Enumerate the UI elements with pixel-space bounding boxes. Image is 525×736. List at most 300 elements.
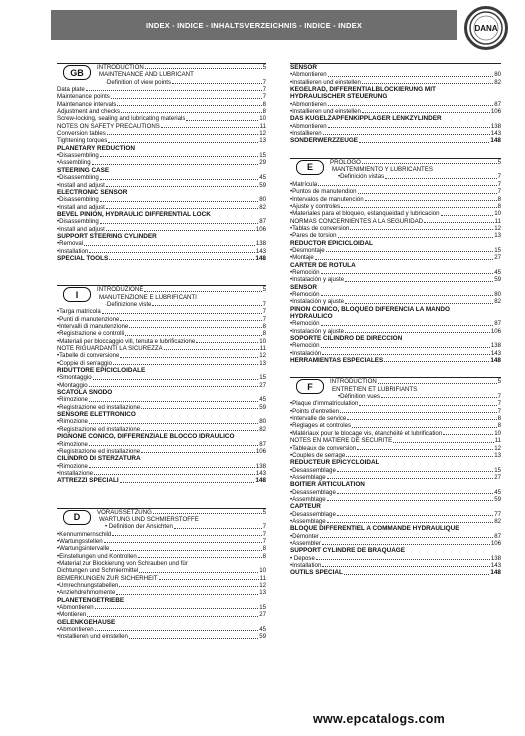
- index-entry: [57, 79, 266, 86]
- page-number: 7: [262, 93, 266, 101]
- dot-leader: [345, 332, 490, 333]
- entry-title: •Remoción: [290, 290, 320, 298]
- language-badge: E: [296, 160, 324, 175]
- entry-title: INTRODUZIONE: [97, 286, 144, 294]
- index-entry: [290, 173, 501, 180]
- index-entry: [57, 316, 266, 323]
- index-entry: [57, 477, 266, 484]
- index-section: [57, 285, 266, 484]
- dot-leader: [100, 156, 258, 157]
- entry-title: Adjustment and checks: [57, 108, 121, 116]
- page-number: 7: [497, 407, 501, 415]
- dot-leader: [95, 608, 259, 609]
- index-entry: [57, 196, 266, 203]
- index-entry: [57, 582, 266, 589]
- index-entry: [57, 619, 266, 626]
- section-heading: STEERING CASE: [57, 166, 110, 174]
- dot-leader: [365, 200, 497, 201]
- index-entry: [57, 308, 266, 315]
- dot-leader: [344, 574, 489, 575]
- dot-leader: [119, 586, 258, 587]
- index-entry: [57, 204, 266, 211]
- dot-leader: [89, 252, 255, 253]
- dot-leader: [94, 474, 255, 475]
- index-entry: [290, 342, 501, 349]
- dot-leader: [328, 76, 494, 77]
- entry-title: Maintenance intervals: [57, 100, 117, 108]
- section-heading: BOITIER ARTICULATION: [290, 481, 365, 489]
- entry-title: Conversion tables: [57, 130, 106, 138]
- index-entry: [290, 547, 501, 554]
- page-number: 59: [494, 495, 501, 503]
- index-entry: [290, 467, 501, 474]
- dot-leader: [121, 112, 262, 113]
- page-number: 7: [262, 537, 266, 545]
- page-number: 148: [490, 357, 501, 365]
- index-entry: [57, 626, 266, 633]
- page-number: 5: [262, 286, 266, 294]
- page-number: 15: [494, 466, 501, 474]
- dot-leader: [315, 259, 493, 260]
- dot-leader: [323, 134, 490, 135]
- page-number: 13: [494, 232, 501, 240]
- dot-leader: [100, 201, 258, 202]
- entry-title: •Install and adjust: [57, 225, 105, 233]
- entry-title: WARTUNG UND SCHMIERSTOFFE: [99, 515, 199, 523]
- index-entry: [57, 233, 266, 240]
- dot-leader: [120, 320, 261, 321]
- index-entry: [290, 357, 501, 364]
- page-number: 87: [494, 320, 501, 328]
- index-entry: [57, 323, 266, 330]
- page-number: 27: [494, 473, 501, 481]
- dot-leader: [321, 347, 490, 348]
- index-entry: [57, 182, 266, 189]
- index-entry: [57, 560, 266, 567]
- index-entry: [57, 441, 266, 448]
- page-number: 8: [497, 422, 501, 430]
- dot-leader: [100, 179, 258, 180]
- logo-text: DANA: [474, 23, 498, 33]
- dot-leader: [384, 361, 489, 362]
- entry-title: •Installazione: [57, 469, 94, 477]
- entry-title: •Instalación y ajuste: [290, 298, 344, 306]
- page-number: 45: [259, 174, 266, 182]
- index-entry: [57, 255, 266, 262]
- page-number: 7: [497, 188, 501, 196]
- dot-leader: [357, 449, 493, 450]
- entry-title: •Couples de serrage: [290, 451, 346, 459]
- index-section: [57, 63, 266, 262]
- entry-title: VORAUSSETZUNG: [97, 508, 152, 516]
- index-entry: [290, 540, 501, 547]
- index-entry: [290, 284, 501, 291]
- page-number: 5: [262, 508, 266, 516]
- dot-leader: [321, 273, 494, 274]
- index-entry: [57, 330, 266, 337]
- entry-title: •Tableaux de conversion: [290, 444, 357, 452]
- dot-leader: [362, 83, 493, 84]
- dot-leader: [337, 493, 493, 494]
- dot-leader: [139, 572, 258, 573]
- page-number: 45: [494, 268, 501, 276]
- section-heading: PIÑÓN CONICO, BLOQUEO DIFERENCIA LA MANDO: [290, 305, 451, 313]
- dot-leader: [337, 515, 493, 516]
- index-entry: [290, 437, 501, 444]
- page-number: 5: [262, 64, 266, 71]
- entry-title: •Tabelle di conversione: [57, 352, 120, 360]
- index-entry: [57, 93, 266, 100]
- index-entry: [290, 86, 501, 93]
- index-entry: [57, 597, 266, 604]
- entry-title: •Montieren: [57, 611, 87, 619]
- index-entry: [290, 130, 501, 137]
- page-number: 77: [494, 510, 501, 518]
- page-number: 10: [494, 429, 501, 437]
- index-entry: [57, 448, 266, 455]
- entry-title: •Installieren: [290, 130, 322, 138]
- dot-leader: [340, 412, 497, 413]
- entry-title: •Registrazione ed installazione: [57, 425, 141, 433]
- entry-title: •Smontaggio: [57, 374, 92, 382]
- dot-leader: [327, 522, 494, 523]
- dot-leader: [153, 513, 262, 514]
- index-entry: [290, 562, 501, 569]
- page-number: 59: [259, 403, 266, 411]
- language-badge: D: [63, 510, 91, 525]
- page-number: 82: [259, 203, 266, 211]
- index-entry: [290, 452, 501, 459]
- dot-leader: [328, 127, 490, 128]
- entry-title: •Disassembling: [57, 174, 99, 182]
- index-entry: [290, 71, 501, 78]
- page-number: 12: [494, 444, 501, 452]
- entry-title: •Assembling: [57, 159, 91, 167]
- page-number: 5: [497, 158, 501, 166]
- entry-title: •Instalación y ajuste: [290, 276, 344, 284]
- page-number: 10: [259, 115, 266, 123]
- index-entry: [290, 123, 501, 130]
- dot-leader: [106, 208, 258, 209]
- page-number: 80: [494, 290, 501, 298]
- page-number: 148: [490, 569, 501, 577]
- dot-leader: [346, 456, 493, 457]
- index-entry: [290, 240, 501, 247]
- section-heading: BLOQUE DIFFERENTIEL A COMMANDE HYDRAULIQUE: [290, 525, 460, 533]
- dot-leader: [144, 291, 261, 292]
- index-entry: [57, 382, 266, 389]
- dot-leader: [326, 251, 494, 252]
- index-entry: [57, 470, 266, 477]
- dot-leader: [322, 566, 490, 567]
- page-number: 87: [494, 100, 501, 108]
- index-entry: [57, 567, 266, 574]
- index-entry: [57, 108, 266, 115]
- entry-title: •Umrechnungstabellen: [57, 582, 119, 589]
- index-entry: [57, 538, 266, 545]
- index-entry: [290, 276, 501, 283]
- entry-title: •Montaje: [290, 254, 314, 262]
- index-entry: [290, 181, 501, 188]
- index-entry: [290, 503, 501, 510]
- page-number: 7: [497, 400, 501, 408]
- index-entry: [57, 404, 266, 411]
- page-number: 148: [490, 137, 501, 145]
- entry-title: •Einstellungen und Kontrollen: [57, 552, 137, 560]
- index-entry: [290, 64, 501, 71]
- page-number: 8: [262, 108, 266, 116]
- page-number: 7: [262, 315, 266, 323]
- dot-leader: [89, 386, 259, 387]
- entry-title: •Démonter: [290, 532, 319, 540]
- page-number: 138: [490, 342, 501, 350]
- index-entry: [290, 225, 501, 232]
- entry-title: •Kennummernschild: [57, 530, 112, 538]
- dot-leader: [87, 616, 258, 617]
- page-number: 8: [497, 195, 501, 203]
- page-number: 59: [259, 181, 266, 189]
- index-entry: [290, 203, 501, 210]
- section-heading: PLANETENGETRIEBE: [57, 596, 125, 604]
- dot-leader: [107, 134, 258, 135]
- entry-title: •Anziehdrehmomente: [57, 589, 116, 597]
- page-number: 138: [255, 240, 266, 248]
- dot-leader: [320, 537, 493, 538]
- dot-leader: [393, 442, 494, 443]
- entry-title: BEMERKUNGEN ZUR SICHERHEIT: [57, 574, 158, 582]
- entry-title: •Pares de torsion: [290, 232, 337, 240]
- index-entry: [57, 633, 266, 640]
- entry-title: •Material zur Blockierung von Schrauben und für: [57, 559, 188, 567]
- section-heading: RIDUTTORE EPICICLOIDALE: [57, 367, 146, 375]
- dot-leader: [164, 349, 259, 350]
- page-number: 12: [259, 352, 266, 360]
- dot-leader: [89, 423, 258, 424]
- page-number: 13: [494, 451, 501, 459]
- entry-title: •Registrazione ed installazione: [57, 403, 141, 411]
- page-number: 87: [259, 440, 266, 448]
- entry-title: •Desassemblage: [290, 488, 336, 496]
- page-number: 80: [259, 418, 266, 426]
- entry-title: •Assembler: [290, 539, 321, 547]
- index-section: [57, 508, 266, 641]
- dot-leader: [337, 471, 493, 472]
- page-number: 45: [494, 488, 501, 496]
- dot-leader: [316, 559, 490, 560]
- page-number: 143: [490, 130, 501, 138]
- page-number: 8: [262, 100, 266, 108]
- page-number: 87: [259, 218, 266, 226]
- entry-title: •Registrazione e controlli: [57, 330, 125, 338]
- index-entry: [290, 247, 501, 254]
- dot-leader: [378, 383, 497, 384]
- section-heading: PIGNONE CONICO, DIFFERENZIALE BLOCCO IDRAULICO: [57, 433, 235, 441]
- dot-leader: [89, 467, 255, 468]
- index-column-right: [290, 63, 501, 736]
- section-heading: HERRAMIENTAS ESPECIALES: [290, 357, 384, 365]
- index-entry: [57, 338, 266, 345]
- index-entry: [290, 481, 501, 488]
- dot-leader: [345, 303, 493, 304]
- page-number: 15: [259, 604, 266, 612]
- index-entry: [290, 232, 501, 239]
- page-number: 82: [259, 425, 266, 433]
- dot-leader: [89, 401, 258, 402]
- index-entry: [290, 415, 501, 422]
- entry-title: •Puntos de manutendion: [290, 188, 357, 196]
- page-number: 11: [259, 122, 266, 130]
- entry-title: •Installieren und einstellen: [290, 78, 361, 86]
- dot-leader: [327, 478, 494, 479]
- index-entry: [290, 511, 501, 518]
- entry-title: •Montaggio: [57, 381, 88, 389]
- entry-title: •Matrícula: [290, 180, 318, 188]
- entry-title: Dichtungen und Schmiermittel: [57, 567, 139, 575]
- index-entry: [57, 545, 266, 552]
- entry-title: NOTES ON SAFETY PRECAUTIONS: [57, 122, 160, 130]
- index-entry: [290, 115, 501, 122]
- dot-leader: [174, 528, 262, 529]
- page-title: INDEX - INDICE - INHALTSVERZEICHNIS - INDICE - INDEX: [145, 20, 363, 30]
- dot-leader: [120, 482, 255, 483]
- index-entry: [57, 611, 266, 618]
- index-entry: [57, 389, 266, 396]
- section-heading: SUPPORT STEERING CYLINDER: [57, 232, 157, 240]
- page-number: 59: [259, 633, 266, 641]
- dot-leader: [443, 434, 493, 435]
- dot-leader: [129, 638, 258, 639]
- page-number: 80: [259, 196, 266, 204]
- page-number: 148: [255, 477, 266, 485]
- page-number: 7: [497, 393, 501, 401]
- index-entry: [290, 328, 501, 335]
- entry-title: •Assemblage: [290, 517, 326, 525]
- entry-title: •Abmontieren: [290, 71, 327, 79]
- page-number: 15: [259, 374, 266, 382]
- page-number: 11: [494, 217, 501, 225]
- dot-leader: [322, 544, 490, 545]
- dot-leader: [129, 327, 261, 328]
- entry-title: •Intervalle de service: [290, 415, 347, 423]
- dot-leader: [424, 222, 494, 223]
- dot-leader: [116, 594, 258, 595]
- dot-leader: [141, 408, 258, 409]
- index-section: [290, 377, 501, 576]
- page-number: 143: [255, 469, 266, 477]
- entry-title: NOTES EN MATIERE DE SECURITE: [290, 437, 393, 445]
- index-entry: [57, 589, 266, 596]
- entry-title: •Definición vistas: [338, 173, 385, 181]
- page-number: 27: [259, 381, 266, 389]
- watermark-url: www.epcatalogs.com: [313, 712, 446, 726]
- entry-title: ENTRETIEN ET LUBRIFIANTS: [332, 385, 418, 393]
- dot-leader: [159, 579, 259, 580]
- entry-title: Data plate: [57, 86, 85, 94]
- index-entry: [57, 418, 266, 425]
- page-number: 45: [259, 626, 266, 634]
- dot-leader: [92, 164, 259, 165]
- dot-leader: [141, 452, 255, 453]
- entry-title: •Abmontieren: [57, 626, 94, 634]
- dot-leader: [359, 405, 496, 406]
- page-number: 138: [490, 554, 501, 562]
- page-number: 8: [497, 202, 501, 210]
- page-number: 11: [259, 345, 266, 353]
- page-number: 59: [494, 276, 501, 284]
- index-entry: [290, 518, 501, 525]
- page-number: 11: [259, 574, 266, 582]
- index-entry: [290, 445, 501, 452]
- entry-title: •Rimozione: [57, 418, 88, 426]
- index-entry: [290, 350, 501, 357]
- dot-leader: [347, 419, 496, 420]
- entry-title: •Installieren und einstellen: [290, 108, 361, 116]
- index-entry: [290, 196, 501, 203]
- index-entry: [290, 422, 501, 429]
- entry-title: •Instalación y ajuste: [290, 327, 344, 335]
- dot-leader: [345, 281, 493, 282]
- index-entry: [290, 393, 501, 400]
- page-number: 106: [490, 539, 501, 547]
- index-entry: [290, 474, 501, 481]
- entry-title: •Disassembling: [57, 196, 99, 204]
- page-number: 7: [262, 78, 266, 86]
- section-heading: ELECTRONIC SENSOR: [57, 188, 128, 196]
- page-number: 7: [497, 180, 501, 188]
- entry-title: •Disassembling: [57, 218, 99, 226]
- entry-title: •Installieren und einstellen: [57, 633, 128, 641]
- page-header: [51, 10, 457, 40]
- index-entry: [57, 553, 266, 560]
- page-number: 138: [490, 122, 501, 130]
- entry-title: •Assemblage: [290, 473, 326, 481]
- page-number: 13: [259, 589, 266, 597]
- index-entry: [290, 408, 501, 415]
- dot-leader: [322, 354, 490, 355]
- dot-leader: [152, 305, 261, 306]
- index-entry: [290, 137, 501, 144]
- index-section: [290, 158, 501, 365]
- index-entry: [57, 301, 266, 308]
- page-number: 8: [497, 415, 501, 423]
- dot-leader: [145, 68, 262, 69]
- index-entry: [290, 101, 501, 108]
- dot-leader: [141, 430, 258, 431]
- index-entry: [290, 298, 501, 305]
- dot-leader: [381, 397, 497, 398]
- dot-leader: [328, 105, 494, 106]
- page-number: 106: [490, 327, 501, 335]
- index-entry: [290, 306, 501, 313]
- index-entry: [57, 433, 266, 440]
- index-entry: [290, 320, 501, 327]
- index-entry: [57, 367, 266, 374]
- dot-leader: [120, 357, 258, 358]
- entry-title: •Reglages et controles: [290, 422, 352, 430]
- section-heading: SUPPORT CYLINDRE DE BRAQUAGE: [290, 547, 406, 555]
- entry-title: •Materiali per bloccaggio viti, tenuta e lubrificazione: [57, 337, 196, 345]
- entry-title: •Remoción: [290, 320, 320, 328]
- dot-leader: [385, 178, 496, 179]
- entry-title: NOTE RIGUARDANTI LA SICUREZZA: [57, 345, 163, 353]
- entry-title: •Desassemblage: [290, 510, 336, 518]
- entry-title: PROLOGO: [330, 158, 361, 166]
- page-number: 82: [494, 517, 501, 525]
- index-entry: [57, 152, 266, 159]
- entry-title: •Punti di manutenzione: [57, 315, 120, 323]
- dana-logo: [464, 6, 508, 50]
- index-entry: [57, 345, 266, 352]
